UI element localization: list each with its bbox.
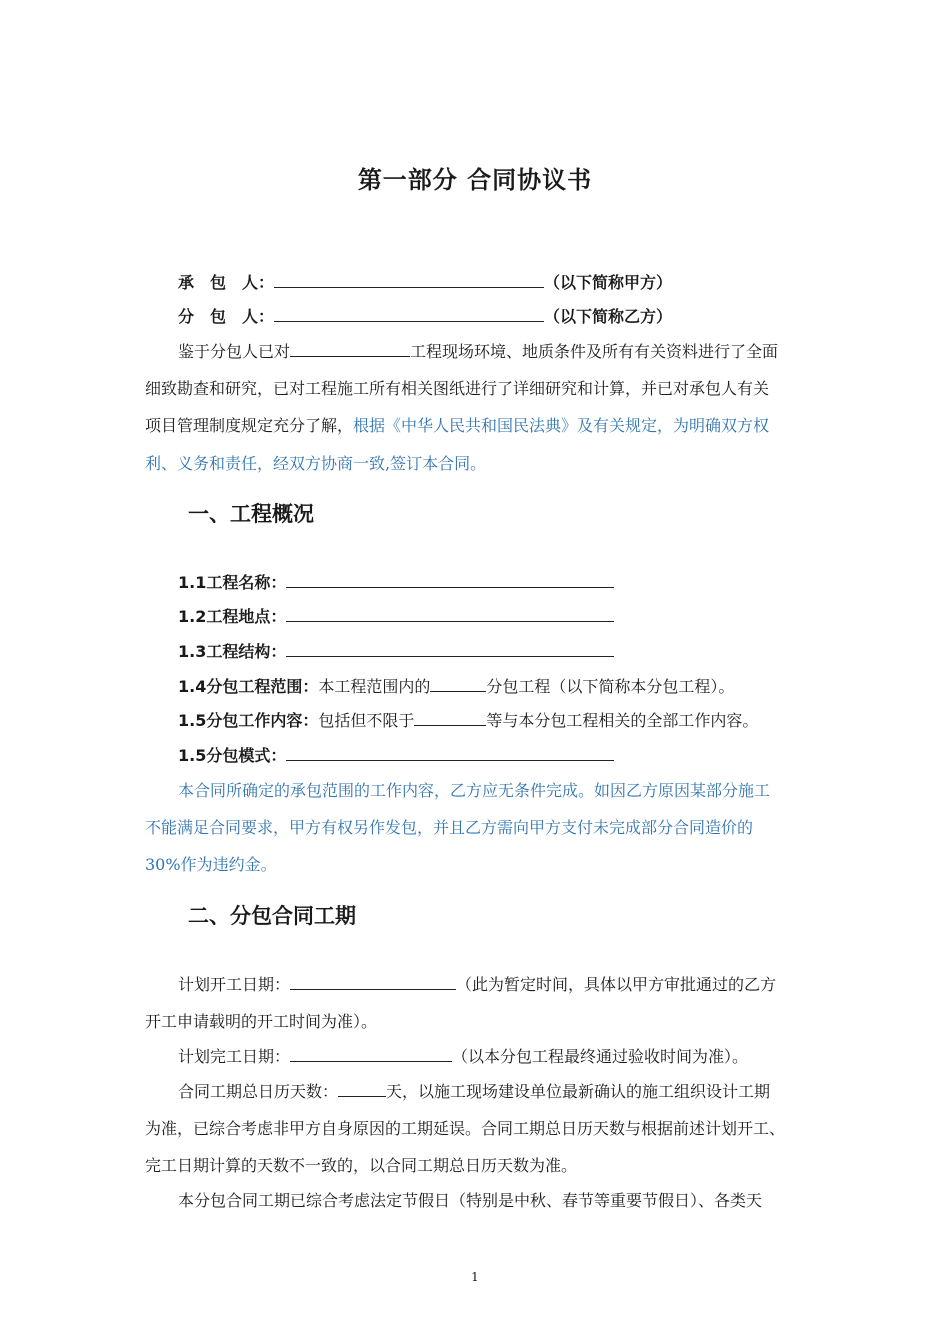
end-date-blank[interactable] (290, 1046, 452, 1062)
start-date-blank[interactable] (290, 974, 456, 990)
page-title: 第一部分 合同协议书 (357, 166, 593, 194)
intro-text: 鉴于分包人已对 (178, 342, 291, 361)
start-date-line (178, 974, 776, 996)
intro-line-1 (178, 341, 778, 363)
project-structure-blank[interactable] (286, 641, 614, 657)
item-label: 1.2工程地点： (178, 607, 287, 626)
item-label: 1.3工程结构： (178, 642, 287, 661)
item-1-1 (178, 572, 614, 594)
intro-text: 项目管理制度规定充分了解， (145, 416, 354, 435)
project-name-blank[interactable] (286, 572, 614, 588)
item-text: 包括但不限于 (318, 711, 415, 730)
item-text: 等与本分包工程相关的全部工作内容。 (486, 711, 759, 730)
content-blank[interactable] (414, 710, 486, 726)
intro-line-4: 利、义务和责任，经双方协商一致,签订本合同。 (145, 454, 487, 473)
holiday-line: 本分包合同工期已综合考虑法定节假日（特别是中秋、春节等重要节假日）、各类天 (178, 1191, 763, 1210)
subcontractor-blank[interactable] (274, 306, 544, 322)
page-number: 1 (471, 1270, 479, 1284)
note-line-2: 不能满足合同要求，甲方有权另作发包，并且乙方需向甲方支付未完成部分合同造价的 (145, 818, 754, 837)
start-date-label: 计划开工日期： (178, 975, 291, 994)
subcontractor-label: 分 包 人： (178, 307, 275, 326)
contractor-blank[interactable] (274, 272, 544, 288)
duration-label: 合同工期总日历天数： (178, 1082, 339, 1101)
duration-text: 天，以施工现场建设单位最新确认的施工组织设计工期 (386, 1082, 771, 1101)
duration-blank[interactable] (338, 1081, 386, 1097)
subcontractor-line (178, 306, 672, 328)
contractor-label: 承 包 人： (178, 273, 275, 292)
note-line-1: 本合同所确定的承包范围的工作内容，乙方应无条件完成。如因乙方原因某部分施工 (178, 781, 771, 800)
item-label: 1.5分包模式： (178, 746, 287, 765)
mode-blank[interactable] (286, 745, 614, 761)
item-1-3 (178, 641, 614, 663)
item-label: 1.5分包工作内容： (178, 711, 319, 730)
intro-line-2: 细致勘查和研究，已对工程施工所有相关图纸进行了详细研究和计算，并已对承包人有关 (145, 379, 770, 398)
end-date-line (178, 1046, 748, 1068)
section-heading-2: 二、分包合同工期 (188, 904, 356, 928)
item-1-5 (178, 710, 758, 732)
end-date-label: 计划完工日期： (178, 1047, 291, 1066)
duration-line-1 (178, 1081, 770, 1103)
note-line-3: 30%作为违约金。 (145, 855, 277, 874)
section-heading-1: 一、工程概况 (188, 502, 314, 526)
item-text: 本工程范围内的 (318, 677, 431, 696)
item-1-2 (178, 606, 614, 628)
start-date-note-2: 开工申请载明的开工时间为准）。 (145, 1012, 378, 1031)
contractor-line (178, 272, 672, 294)
contractor-suffix: （以下简称甲方） (544, 273, 673, 292)
scope-blank[interactable] (430, 676, 486, 692)
duration-line-3: 完工日期计算的天数不一致的，以合同工期总日历天数为准。 (145, 1156, 578, 1175)
intro-line-3 (145, 415, 769, 437)
item-label: 1.4分包工程范围： (178, 677, 319, 696)
project-location-blank[interactable] (286, 606, 614, 622)
intro-text: 工程现场环境、地质条件及所有有关资料进行了全面 (410, 342, 779, 361)
project-blank[interactable] (290, 341, 410, 357)
intro-legal-text: 根据《中华人民共和国民法典》及有关规定，为明确双方权 (353, 416, 770, 435)
item-text: 分包工程（以下简称本分包工程）。 (486, 677, 735, 696)
subcontractor-suffix: （以下简称乙方） (544, 307, 673, 326)
item-1-6 (178, 745, 614, 767)
duration-line-2: 为准，已综合考虑非甲方自身原因的工期延误。合同工期总日历天数与根据前述计划开工、 (145, 1119, 786, 1138)
start-date-note: （此为暂定时间，具体以甲方审批通过的乙方 (456, 975, 777, 994)
item-1-4 (178, 676, 734, 698)
item-label: 1.1工程名称： (178, 573, 287, 592)
end-date-note: （以本分包工程最终通过验收时间为准）。 (452, 1047, 749, 1066)
